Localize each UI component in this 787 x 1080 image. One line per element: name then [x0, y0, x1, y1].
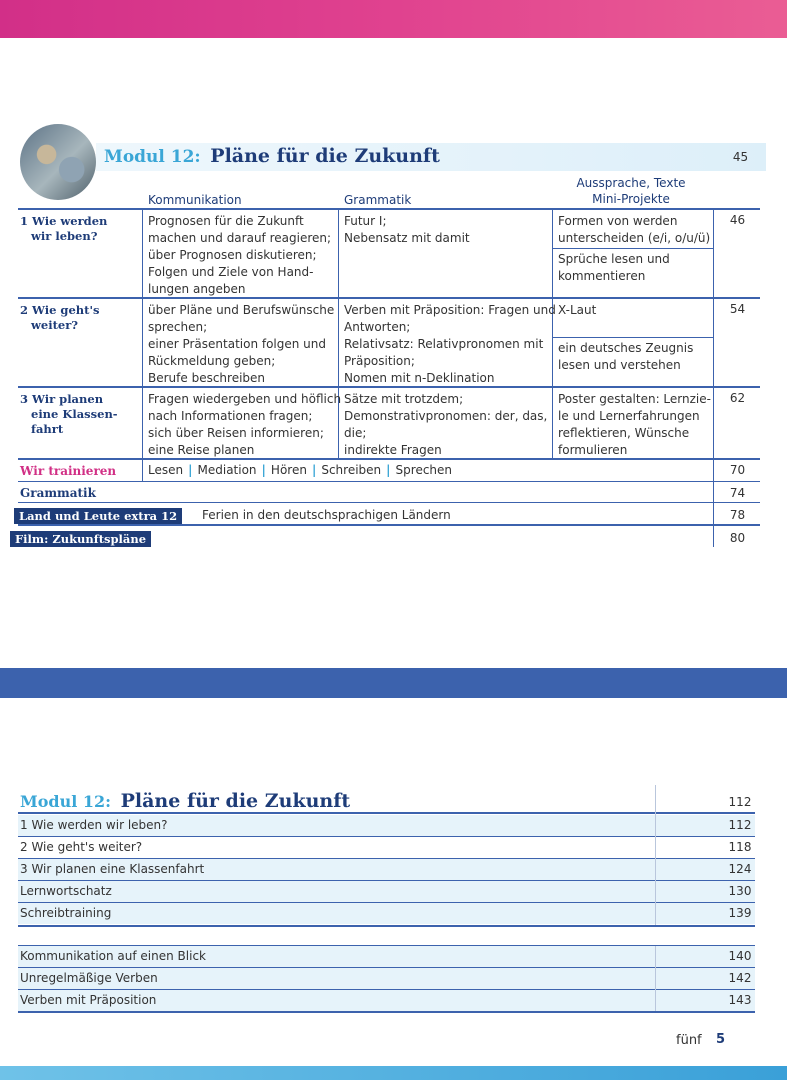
skill-lesen: Lesen [148, 463, 184, 477]
cell-line: lesen und verstehen [558, 358, 681, 372]
index-rule [18, 1011, 755, 1013]
index-row-page: 130 [728, 884, 752, 898]
column-header-kommunikation: Kommunikation [148, 193, 242, 207]
bottom-cyan-band [0, 1066, 787, 1080]
index-row-label: 2 Wie geht's weiter? [20, 840, 143, 854]
lesson-3-page[interactable]: 62 [729, 391, 746, 405]
index-row[interactable] [18, 815, 755, 836]
lesson-1-page[interactable]: 46 [729, 213, 746, 227]
cell-line: Antworten; [344, 320, 411, 334]
footer-page-word: fünf [676, 1033, 702, 1048]
skill-separator: | [188, 463, 193, 477]
land-und-leute-page[interactable]: 78 [729, 508, 746, 522]
cell-line: lungen angeben [148, 282, 246, 296]
index-rule [18, 925, 755, 927]
index-row-page: 124 [728, 862, 752, 876]
module-page-number: 45 [732, 150, 749, 164]
cell-line: Sätze mit trotzdem; [344, 392, 464, 406]
index-row[interactable] [18, 881, 755, 902]
cell-line: sich über Reisen informieren; [148, 426, 324, 440]
lesson-3-kommunikation [148, 391, 341, 459]
cell-line: le und Lernerfahrungen [558, 409, 700, 423]
skill-separator: | [386, 463, 391, 477]
index-row-label: 1 Wie werden wir leben? [20, 818, 168, 832]
appendix-row[interactable] [18, 968, 755, 989]
cell-line: machen und darauf reagieren; [148, 231, 332, 245]
appendix-row-page: 142 [728, 971, 752, 985]
index-column-divider [655, 946, 656, 1011]
cell-line: X-Laut [558, 303, 597, 317]
cell-line: Poster gestalten: Lernzie- [558, 392, 711, 406]
index-row-label: 3 Wir planen eine Klassenfahrt [20, 862, 205, 876]
film-tag[interactable]: Film: Zukunftspläne [10, 531, 151, 547]
index-title-row [18, 790, 755, 811]
cell-line: unterscheiden (e/i, o/u/ü) [558, 231, 711, 245]
index-rule [18, 812, 755, 814]
lesson-2-aussprache [558, 302, 596, 319]
index-module-name: Pläne für die Zukunft [120, 790, 351, 812]
lesson-3-aussprache [558, 391, 711, 459]
index-column-divider [655, 785, 656, 925]
column-header-aussprache-line1: Aussprache, Texte [576, 176, 686, 190]
module-photo [20, 124, 96, 200]
grammatik-label[interactable]: Grammatik [20, 486, 96, 500]
cell-line: reflektieren, Wünsche [558, 426, 690, 440]
appendix-row-label: Verben mit Präposition [20, 993, 157, 1007]
cell-line: nach Informationen fragen; [148, 409, 313, 423]
cell-line: Fragen wiedergeben und höflich [148, 392, 342, 406]
skill-separator: | [261, 463, 266, 477]
column-header-aussprache-line2: Mini-Projekte [592, 192, 670, 206]
grammatik-page[interactable]: 74 [729, 486, 746, 500]
cell-line: Sprüche lesen und [558, 252, 670, 266]
index-row-page: 139 [728, 906, 752, 920]
lesson-1-title[interactable] [20, 214, 130, 244]
lesson-1-aussprache [558, 213, 710, 247]
footer-page-number: 5 [716, 1032, 726, 1047]
lesson-2-kommunikation [148, 302, 334, 387]
lesson-title-line: 2 Wie geht's [20, 303, 100, 317]
cell-line: Präposition; [344, 354, 415, 368]
cell-line: Rückmeldung geben; [148, 354, 276, 368]
film-page[interactable]: 80 [729, 531, 746, 545]
cell-divider [552, 337, 713, 338]
module-name: Pläne für die Zukunft [210, 145, 440, 167]
column-header-grammatik: Grammatik [344, 193, 412, 207]
cell-line: ein deutsches Zeugnis [558, 341, 694, 355]
index-row-label: Lernwortschatz [20, 884, 112, 898]
skill-hoeren: Hören [270, 463, 307, 477]
table-rule [18, 502, 760, 503]
lesson-2-page[interactable]: 54 [729, 302, 746, 316]
cell-line: Formen von werden [558, 214, 678, 228]
column-divider [142, 209, 143, 481]
lesson-title-line: 1 Wie werden [20, 214, 108, 228]
land-und-leute-text: Ferien in den deutschsprachigen Ländern [202, 508, 451, 522]
table-rule [18, 208, 760, 210]
cell-line: einer Präsentation folgen und [148, 337, 327, 351]
lesson-3-title[interactable] [20, 392, 130, 437]
cell-line: sprechen; [148, 320, 208, 334]
cell-line: Prognosen für die Zukunft [148, 214, 304, 228]
lesson-title-line: eine Klassen- [31, 407, 118, 421]
cell-line: über Prognosen diskutieren; [148, 248, 317, 262]
cell-line: Demonstrativpronomen: der, das, [344, 409, 548, 423]
cell-line: Futur I; [344, 214, 387, 228]
lesson-1-kommunikation [148, 213, 331, 298]
column-divider [713, 209, 714, 547]
cell-line: Berufe beschreiben [148, 371, 266, 385]
cell-line: Relativsatz: Relativpronomen mit [344, 337, 544, 351]
column-header-aussprache [550, 175, 712, 207]
appendix-row[interactable] [18, 946, 755, 967]
appendix-row[interactable] [18, 990, 755, 1011]
cell-line: Nebensatz mit damit [344, 231, 470, 245]
index-row-page: 118 [728, 840, 752, 854]
appendix-row-page: 143 [728, 993, 752, 1007]
cell-line: eine Reise planen [148, 443, 255, 457]
appendix-row-page: 140 [728, 949, 752, 963]
cell-line: Nomen mit n-Deklination [344, 371, 495, 385]
middle-blue-band [0, 668, 787, 698]
table-rule [18, 297, 760, 299]
lesson-title-line: weiter? [31, 318, 79, 332]
skill-mediation: Mediation [197, 463, 257, 477]
index-module-page[interactable]: 112 [728, 795, 752, 809]
skill-sprechen: Sprechen [395, 463, 453, 477]
index-row-label: Schreibtraining [20, 906, 112, 920]
land-und-leute-tag[interactable]: Land und Leute extra 12 [14, 508, 182, 524]
module-title [104, 145, 440, 167]
cell-line: Folgen und Ziele von Hand- [148, 265, 314, 279]
table-rule [18, 481, 760, 482]
index-row[interactable] [18, 859, 755, 880]
index-row-page: 112 [728, 818, 752, 832]
cell-line: indirekte Fragen [344, 443, 442, 457]
cell-line: Verben mit Präposition: Fragen und [344, 303, 556, 317]
cell-line: formulieren [558, 443, 628, 457]
index-row[interactable] [18, 837, 755, 858]
cell-line: kommentieren [558, 269, 646, 283]
lesson-2-grammatik [344, 302, 556, 387]
index-row[interactable] [18, 903, 755, 924]
top-magenta-band [0, 0, 787, 38]
module-prefix: Modul 12: [104, 147, 201, 167]
lesson-title-line: 3 Wir planen [20, 392, 104, 406]
appendix-row-label: Unregelmäßige Verben [20, 971, 158, 985]
wir-trainieren-label[interactable]: Wir trainieren [20, 464, 117, 478]
skills-list [148, 463, 452, 477]
lesson-1-grammatik [344, 213, 470, 247]
lesson-1-texte [558, 251, 670, 285]
skill-separator: | [311, 463, 317, 477]
lesson-2-title[interactable] [20, 303, 130, 333]
trainieren-page[interactable]: 70 [729, 463, 746, 477]
index-module-prefix: Modul 12: [20, 792, 112, 811]
cell-line: über Pläne und Berufswünsche [148, 303, 335, 317]
lesson-2-texte [558, 340, 693, 374]
cell-line: die; [344, 426, 367, 440]
lesson-title-line: fahrt [31, 422, 64, 436]
appendix-row-label: Kommunikation auf einen Blick [20, 949, 206, 963]
table-rule [18, 524, 760, 526]
cell-divider [552, 248, 713, 249]
skill-schreiben: Schreiben [321, 463, 382, 477]
lesson-title-line: wir leben? [31, 229, 98, 243]
lesson-3-grammatik [344, 391, 547, 459]
